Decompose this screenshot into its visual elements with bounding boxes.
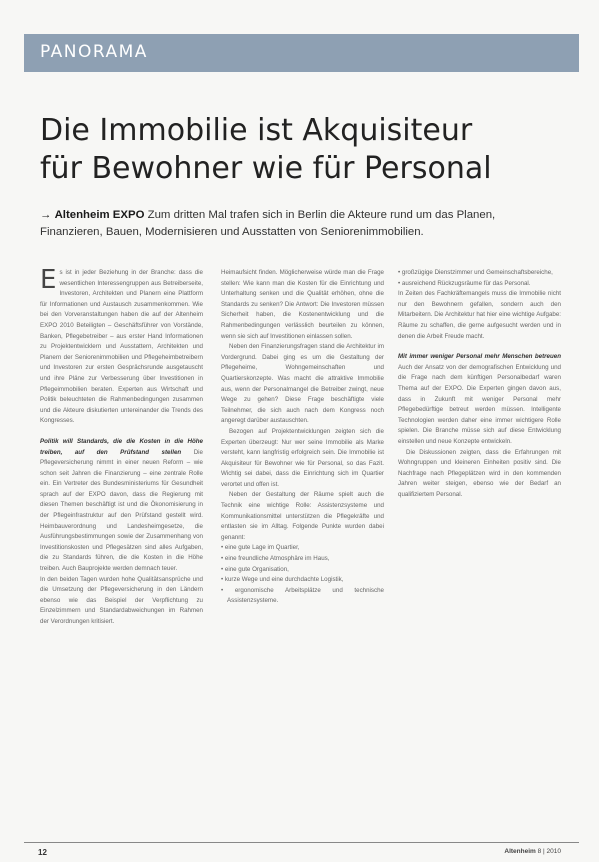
headline-line-2: für Bewohner wie für Personal xyxy=(40,151,492,186)
text-column-2 xyxy=(221,268,384,607)
paragraph: Die Diskussionen zeigten, dass die Erfahrungen mit Wohngruppen und kleineren Einheiten positiv sind. Die Nachfrage nach Pflegeplätzen wird in den kommenden Jahren weiter steigen, ebenso wie der Bedarf an qualifiziertem Personal. xyxy=(398,448,561,498)
section-banner xyxy=(24,34,579,72)
paragraph: Heimaufsicht finden. Möglicherweise würde man die Frage stellen: Wie kann man die Kosten für die Einrichtung und Unterhaltung senken und die Qualität erhöhen, ohne die Standards zu senken? Die Antwort: Die Investoren müssen Sicherheit haben, die Kostenentwicklung und die Rahmenbedingungen verlässlich beurteilen zu können, wenn sie sich auf Investitionen einlassen sollen. xyxy=(221,269,384,340)
footer-rule xyxy=(24,842,579,843)
paragraph xyxy=(40,265,203,427)
lead-text: Zum dritten Mal trafen sich in Berlin die Akteure rund um das Planen, Finanzieren, Bauen, Modernisieren und Ausstatten von Seniorenimmobilien. xyxy=(40,209,496,238)
paragraph-text: Die Pflegeversicherung nimmt in einer neuen Reform – wie schon seit Jahren die Finanzierung – eine zentrale Rolle ein. Ein Vertreter des Bundesministeriums für Gesundheit sprach auf der EXPO davon, dass die Regierung mit diesen Themen beschäftigt ist und die Ökonomisierung in der Pflegeinfrastruktur auf den Prüfstand gestellt wird. Heimbauverordnung und Landesheimgesetze, die Ausführungsbestimmungen sowie der Zusammenhang von Investitionskosten und Pflegesätzen sind alles Aufgaben, die zu Standards führen, die die Kosten in die Höhe treiben. Auch Bauprojekte werden demnach teuer. xyxy=(40,448,203,573)
issue-number: 8 | 2010 xyxy=(537,848,561,855)
paragraph xyxy=(40,575,203,628)
section-label: PANORAMA xyxy=(40,42,148,62)
list-item: • großzügige Dienstzimmer und Gemeinschaftsbereiche, xyxy=(398,268,561,279)
page-number: 12 xyxy=(38,848,47,857)
arrow-icon: → xyxy=(40,209,52,221)
text-column-1 xyxy=(40,265,203,628)
subheading xyxy=(398,352,561,447)
list-item: • eine freundliche Atmosphäre im Haus, xyxy=(221,554,384,565)
paragraph-text: s ist in jeder Beziehung in der Branche: dass die wesentlichen Interessengruppen aus Betreiberseite, Investoren, Architekten und Planern eine Plattform für Informationen und Austausch zusammenkommen. Wie bei den Vorveranstaltungen haben die auf der Altenheim EXPO 2010 Beteiligten – Geschäftsführer von Vorstände, Banken, Pflegebetreiber – aus erster Hand Informationen zu Projektentwicklern und Ausstattern, Architekten und Planern der Seniorenimmobilien und Pflegeheimbetreibern und Investoren zur ersten Gesprächsrunde ausgetauscht und ihre Pläne zur Verbesserung über Investitionen in Pflegeimmobilien beraten. Experten aus Wirtschaft und Politik beleuchteten die Rahmenbedingungen zusammen und die Akteure diskutierten untereinander die Trends des Kongresses. xyxy=(40,269,203,425)
list-item: • eine gute Organisation, xyxy=(221,565,384,576)
bullet-list xyxy=(221,543,384,607)
paragraph-text: Auch der Ansatz von der demografischen Entwicklung und die Frage nach dem künftigen Personalbedarf waren Thema auf der EXPO. Die Experten gingen davon aus, dass in Zukunft mit weniger Personal mehr Pflegebedürftige betreut werden müssen. Intelligente Technologien werden daher eine immer wichtigere Rolle spielen. Die Branche müsse sich auf diese Entwicklung einstellen und neue Konzepte entwickeln. xyxy=(398,363,561,445)
subheading xyxy=(40,437,203,575)
headline xyxy=(40,112,560,188)
lead-paragraph xyxy=(40,207,560,241)
list-item: • kurze Wege und eine durchdachte Logistik, xyxy=(221,575,384,586)
subheading-text: Politik will Standards, die die Kosten in die Höhe treiben, auf den Prüfstand stellen xyxy=(40,437,203,456)
issue-info xyxy=(504,848,561,855)
list-item: • ausreichend Rückzugsräume für das Personal. xyxy=(398,279,561,290)
paragraph: Neben den Finanzierungsfragen stand die Architektur im Vordergrund. Dabei ging es um die Gestaltung der Pflegeheime, Wohngemeinschaften und Quartierskonzepte. Was macht die attraktive Immobilie aus, wenn der Personalmangel die Betreiber zwingt, neue Wege zu gehen? Diese Frage beschäftigte viele Teilnehmer, die sich auch nach dem Kongress noch angeregt darüber austauschten. xyxy=(221,343,384,425)
headline-line-1: Die Immobilie ist Akquisiteur xyxy=(40,113,473,148)
paragraph: Bezogen auf Projektentwicklungen zeigten sich die Experten überzeugt: Nur wer seine Immobilie als Marke versteht, kann langfristig erfolgreich sein. Die Immobilie ist Akquisiteur für Bewohner wie für Personal, so das Fazit. Wichtig sei dabei, dass die Einrichtung sich im Quartier verortet und offen ist. xyxy=(221,427,384,488)
lead-tag: Altenheim EXPO xyxy=(54,209,145,221)
text-column-3 xyxy=(398,268,561,500)
paragraph-text: In den beiden Tagen wurden hohe Qualitätsansprüche und die Umsetzung der Pflegeversicherung in den Ländern ebenso wie das Beispiel der Verpflichtung zu Einzelzimmern und Standardabweichungen im Rahmen der Verordnungen kritisiert. xyxy=(40,575,203,625)
bullet-list xyxy=(398,268,561,289)
paragraph: Neben der Gestaltung der Räume spielt auch die Technik eine wichtige Rolle: Assistenzsysteme und Kommunikationsmittel unterstützen die Pflegekräfte und entlasten sie im Alltag. Folgende Punkte wurden dabei genannt: xyxy=(221,491,384,541)
list-item: • ergonomische Arbeitsplätze und technische Assistenzsysteme. xyxy=(221,586,384,607)
issue-name: Altenheim xyxy=(504,848,536,855)
subheading-text: Mit immer weniger Personal mehr Menschen betreuen xyxy=(398,353,561,361)
list-item: • eine gute Lage im Quartier, xyxy=(221,543,384,554)
drop-cap: E xyxy=(40,265,57,295)
paragraph: In Zeiten des Fachkräftemangels muss die Immobilie nicht nur den Bewohnern gefallen, sondern auch den Mitarbeitern. Die Architektur hat hier eine wichtige Aufgabe: Räume zu schaffen, die gerne aufgesucht werden und in denen die Arbeit Freude macht. xyxy=(398,290,561,340)
